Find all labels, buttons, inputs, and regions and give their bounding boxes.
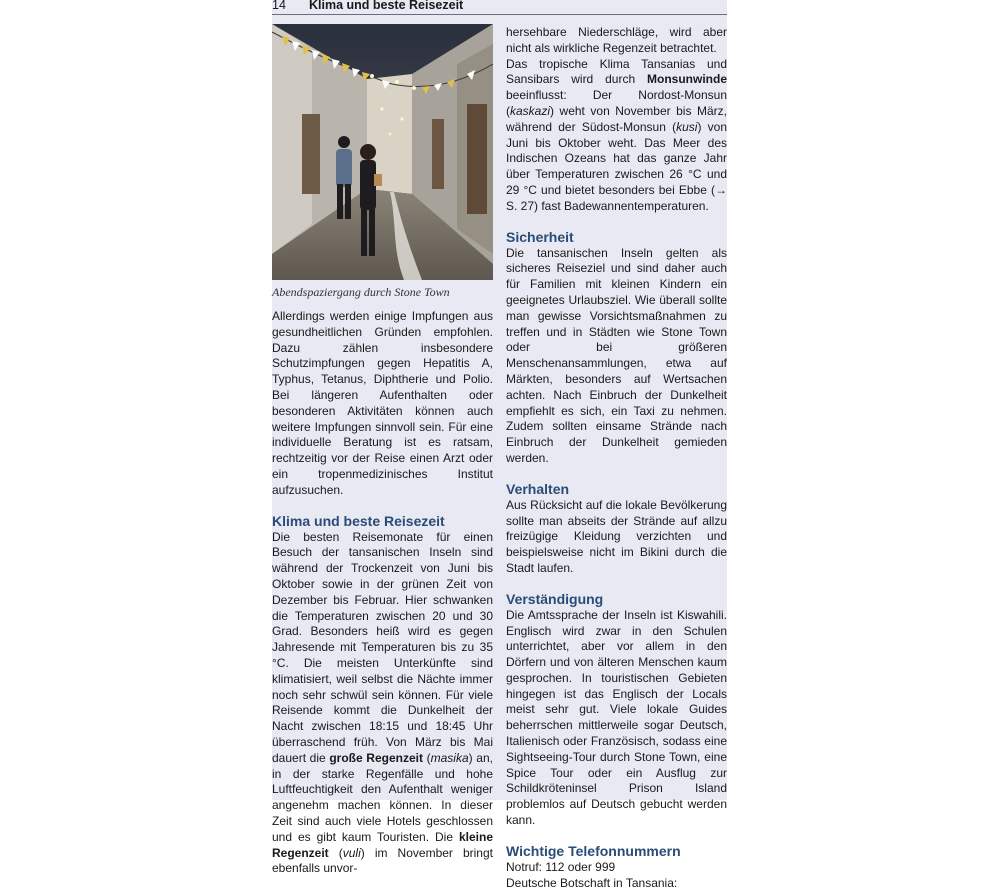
section-heading-verstaendigung: Verständigung — [506, 590, 604, 607]
safety-paragraph: Die tansanischen Inseln gelten als sicheres Reiseziel und sind daher auch für Familien mit kleinen Kindern ein geeignetes Urlaubsziel. Wie überall sollte man gewisse Vorsichtsmaßnahmen zu treffen und in Städten wie Stone Town oder bei größeren Menschenansammlungen, etwa auf Märkten, besonders auf Wertsachen achten. Nach Einbruch der Dunkelheit empfiehlt es sich, ein Taxi zu nehmen. Zudem sollten einsame Strände nach Einbruch der Dunkelheit gemieden werden. — [506, 245, 727, 465]
term-monsunwinde: Monsunwinde — [647, 72, 727, 87]
term-grosse-regenzeit: große Regenzeit — [329, 750, 423, 765]
climate-text-2: ( — [422, 750, 431, 765]
running-header — [272, 0, 727, 15]
term-vuli: vuli — [342, 845, 361, 860]
behaviour-paragraph: Aus Rücksicht auf die lokale Bevölkerung sollte man abseits der Strände auf allzu freizügige Kleidung verzichten und beispielsweise nicht im Bikini durch die Stadt laufen. — [506, 497, 727, 575]
section-heading-klima: Klima und beste Reisezeit — [272, 512, 445, 529]
term-kusi: kusi — [676, 119, 698, 134]
monsoon-paragraph — [506, 57, 727, 215]
climate-text-5: ) im November bringt ebenfalls unvor- — [272, 845, 493, 876]
running-title: Klima und beste Reisezeit — [309, 0, 464, 12]
term-kleine-regenzeit: kleine Regenzeit — [272, 829, 493, 860]
monsoon-text-3: ) weht von November bis März, während der Südost-Monsun ( — [506, 103, 727, 134]
climate-paragraph — [272, 530, 493, 878]
monsoon-text-1: Das tropische Klima Tansanias und Sansibars wird durch — [506, 56, 727, 87]
section-heading-verhalten: Verhalten — [506, 480, 570, 497]
street-scene-illustration — [272, 24, 493, 280]
term-kaskazi: kaskazi — [510, 103, 551, 118]
section-heading-telefon: Wichtige Telefonnummern — [506, 842, 681, 859]
embassy-label: Deutsche Botschaft in Tansania: — [506, 875, 678, 890]
climate-text-4: ( — [328, 845, 343, 860]
climate-text-3: ) an, in der starke Regenfälle und hohe Luftfeuchtigkeit den Aufenthalt weniger angenehm machen können. In dieser Zeit sind auch viele Hotels geschlossen und es gibt kaum Touristen. Die — [272, 750, 493, 844]
climate-continuation: hersehbare Niederschläge, wird aber nicht als wirkliche Regenzeit betrachtet. — [506, 25, 727, 55]
page-number: 14 — [272, 0, 286, 12]
climate-text-1: Die besten Reisemonate für einen Besuch der tansanischen Inseln sind während der Trockenzeit von Juni bis Oktober sowie in der grünen Zeit von Dezember bis Februar. Hier schwanken die Temperaturen zwischen 20 und 30 Grad. Besonders heiß wird es gegen Jahresende mit Temperaturen bis zu 35 °C. Die meisten Unterkünfte sind klimatisiert, weil selbst die Nächte immer noch sehr schwül sein können. Für viele Reisende kommt die Dunkelheit der Nacht zwischen 18:15 und 18:45 Uhr überraschend früh. Von März bis Mai dauert die — [272, 529, 493, 765]
book-page — [272, 0, 728, 890]
term-masika: masika — [430, 750, 469, 765]
language-paragraph: Die Amtssprache der Inseln ist Kiswahili. Englisch wird zwar in den Schulen unterrichtet, aber vor allem in den Dörfern und von älteren Menschen kaum gesprochen. In touristischen Gebieten hingegen ist das Englisch der Locals meist sehr gut. Viele lokale Guides beherrschen mittlerweile sogar Deutsch, Italienisch oder Französisch, sodass eine Sightseeing-Tour durch Stone Town, eine Spice Tour oder ein Ausflug zur Schildkröteninsel Prison Island problemlos auf Deutsch gebucht werden kann. — [506, 607, 727, 828]
section-heading-sicherheit: Sicherheit — [506, 228, 574, 245]
vaccination-paragraph: Allerdings werden einige Impfungen aus gesundheitlichen Gründen empfohlen. Dazu zählen insbesondere Schutzimpfungen gegen Hepatitis A, Typhus, Tetanus, Diphtherie und Polio. Bei längeren Aufenthalten oder besonderen Aktivitäten können auch weitere Impfungen sinnvoll sein. Für eine individuelle Beratung ist es ratsam, rechtzeitig vor der Reise einen Arzt oder ein tropenmedizinisches Institut aufzusuchen. — [272, 309, 493, 497]
photo-caption: Abendspaziergang durch Stone Town — [272, 285, 450, 299]
left-column — [272, 309, 493, 877]
stone-town-photo — [272, 24, 493, 280]
monsoon-text-2: beeinflusst: Der Nordost-Monsun ( — [506, 88, 727, 118]
right-column — [506, 25, 727, 891]
monsoon-text-4: ) von Juni bis Oktober weht. Das Meer des Indischen Ozeans hat das ganze Jahr über Temperaturen zwischen 26 °C und 29 °C und bietet besonders bei Ebbe (→ S. 27) fast Badewannentemperaturen. — [506, 119, 728, 213]
emergency-number: Notruf: 112 oder 999 — [506, 859, 616, 874]
